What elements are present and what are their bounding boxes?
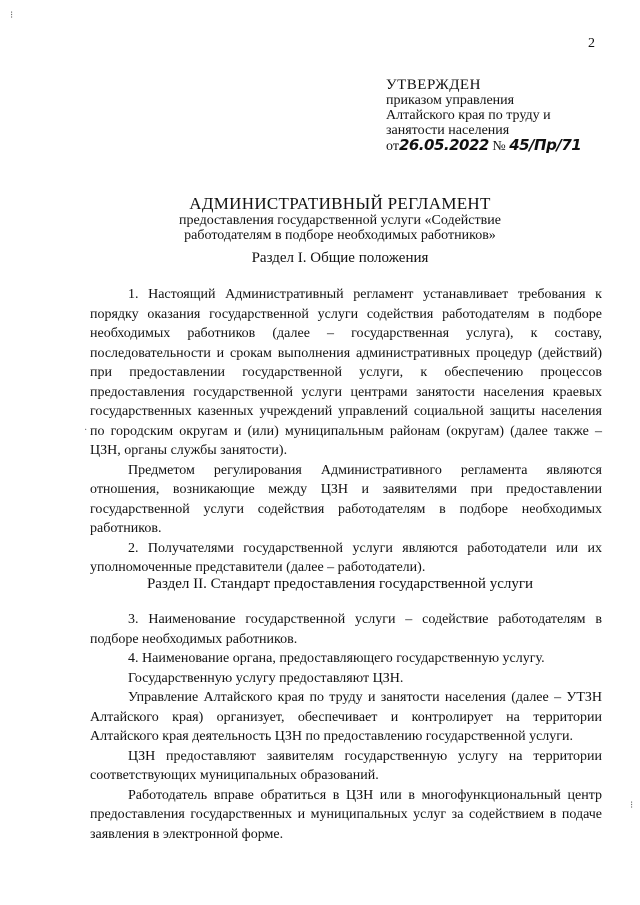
approval-line: приказом управления — [386, 93, 515, 108]
approval-line: занятости населения — [386, 123, 510, 138]
document-subtitle: работодателям в подборе необходимых работников» — [184, 228, 496, 243]
document-heading — [80, 195, 600, 243]
approved-label: УТВЕРЖДЕН — [386, 77, 481, 93]
from-label: от — [386, 139, 399, 154]
document-title: АДМИНИСТРАТИВНЫЙ РЕГЛАМЕНТ — [189, 194, 491, 213]
section-heading: Раздел I. Общие положения — [251, 250, 429, 266]
scan-mark-icon: · — [84, 425, 88, 436]
document-subtitle: предоставления государственной услуги «Содействие — [179, 213, 501, 228]
number-label: № — [492, 139, 506, 154]
paragraph: ЦЗН предоставляют заявителям государственную услугу на территории соответствующих муниципальных образований. — [90, 748, 602, 783]
paragraph: 2. Получателями государственной услуги являются работодатели или их уполномоченные представители (далее – работодатели). — [90, 540, 602, 575]
section1-body — [90, 285, 602, 578]
paragraph: Управление Алтайского края по труду и занятости населения (далее – УТЗН Алтайского края) организует, обеспечивает и контролирует на территории Алтайского края деятельность ЦЗН по предоставлению государственной услуги. — [90, 690, 602, 744]
paragraph: 1. Настоящий Административный регламент устанавливает требования к порядку оказания государственной услуги содействия работодателям в подборе необходимых работников (далее – государственная услуга), к составу, последовательности и срокам выполнения административных процедур (действий) при предоставлении государственной услуги, к обеспечению процессов предоставления государственной услуги центрами занятости населения краевых государственных казенных учреждений управлений социальной защиты населения по городским округам и (или) муниципальным районам (округам) (далее также – ЦЗН, органы службы занятости). — [90, 287, 602, 458]
paragraph: Предметом регулирования Административного регламента являются отношения, возникающие между ЦЗН и заявителями при предоставлении государственной услуги содействия работодателям в подборе необходимых работников. — [90, 462, 602, 536]
paragraph: 4. Наименование органа, предоставляющего государственную услугу. — [128, 651, 545, 666]
paragraph: Государственную услугу предоставляют ЦЗН. — [128, 670, 404, 686]
page-number: 2 — [588, 36, 595, 51]
section2-body — [90, 610, 602, 844]
scan-mark-icon: ⁝ — [10, 10, 14, 21]
approval-stamp — [386, 78, 616, 154]
handwritten-number: 45/Пр/71 — [509, 136, 582, 154]
scan-mark-icon: ⁝ — [630, 800, 634, 811]
paragraph: 3. Наименование государственной услуги – содействие работодателям в подборе необходимых работников. — [90, 612, 602, 647]
section-heading: Раздел II. Стандарт предоставления государственной услуги — [146, 576, 534, 592]
approval-line: Алтайского края по труду и — [386, 108, 551, 123]
approval-date-line — [386, 138, 616, 154]
paragraph: Работодатель вправе обратиться в ЦЗН или в многофункциональный центр предоставления государственных и муниципальных услуг за содействием в подаче заявления в электронной форме. — [90, 787, 602, 842]
handwritten-date: 26.05.2022 — [398, 136, 489, 154]
